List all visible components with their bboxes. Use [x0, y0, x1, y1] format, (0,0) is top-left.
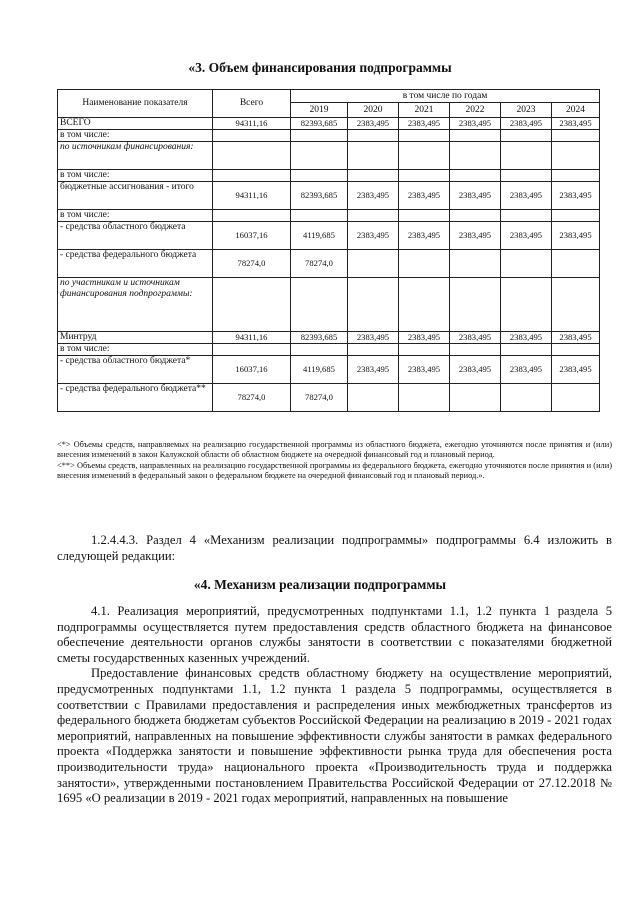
footnote-federal: <**> Объемы средств, направленных на реализацию государственной программы из федерального бюджета, ежегодно уточняются после принятия и (или) внесения изменений в федеральный закон о федеральном бюджете на очередной финансовый год и плановый период.».: [57, 460, 612, 480]
row-total: 94311,16: [213, 118, 291, 130]
row-year-value: 2383,495: [552, 222, 600, 250]
row-year-value: [399, 384, 450, 412]
row-year-value: [399, 210, 450, 222]
row-label: в том числе:: [58, 344, 213, 356]
row-year-value: [291, 344, 348, 356]
row-total: [213, 278, 291, 332]
row-year-value: [291, 142, 348, 170]
row-label: в том числе:: [58, 170, 213, 182]
row-year-value: [501, 278, 552, 332]
row-label: по участникам и источникам финансирования подпрограммы:: [58, 278, 213, 332]
row-year-value: [291, 210, 348, 222]
table-row: [58, 332, 600, 344]
row-total: 78274,0: [213, 250, 291, 278]
row-year-value: [552, 250, 600, 278]
table-row: [58, 344, 600, 356]
table-row: [58, 182, 600, 210]
row-year-value: 4119,685: [291, 222, 348, 250]
row-year-value: 2383,495: [399, 356, 450, 384]
row-year-value: 2383,495: [348, 182, 399, 210]
row-year-value: [450, 384, 501, 412]
row-label: - средства федерального бюджета**: [58, 384, 213, 412]
row-year-value: 2383,495: [450, 222, 501, 250]
row-year-value: [552, 278, 600, 332]
row-year-value: [552, 344, 600, 356]
row-year-value: 2383,495: [399, 182, 450, 210]
row-year-value: 82393,685: [291, 182, 348, 210]
table-row: [58, 250, 600, 278]
row-year-value: 2383,495: [450, 356, 501, 384]
row-total: 78274,0: [213, 384, 291, 412]
header-indicator-name: Наименование показателя: [58, 90, 213, 118]
row-total: [213, 344, 291, 356]
row-year-value: 82393,685: [291, 118, 348, 130]
table-row: [58, 278, 600, 332]
row-year-value: 2383,495: [552, 332, 600, 344]
row-year-value: [501, 250, 552, 278]
row-year-value: [348, 278, 399, 332]
table-row: [58, 356, 600, 384]
intro-paragraph-block: [57, 533, 612, 564]
row-year-value: [399, 250, 450, 278]
row-year-value: [552, 142, 600, 170]
row-year-value: [348, 210, 399, 222]
row-year-value: [348, 384, 399, 412]
row-year-value: [291, 278, 348, 332]
row-year-value: 2383,495: [348, 332, 399, 344]
table-row: [58, 142, 600, 170]
row-year-value: 2383,495: [450, 182, 501, 210]
row-year-value: [291, 170, 348, 182]
row-year-value: 2383,495: [399, 332, 450, 344]
table-row: [58, 130, 600, 142]
row-year-value: [348, 250, 399, 278]
row-year-value: [450, 344, 501, 356]
row-year-value: [552, 210, 600, 222]
row-label: по источникам финансирования:: [58, 142, 213, 170]
row-year-value: 2383,495: [348, 222, 399, 250]
row-total: 94311,16: [213, 182, 291, 210]
row-year-value: [348, 170, 399, 182]
row-year-value: 2383,495: [399, 222, 450, 250]
header-total: Всего: [213, 90, 291, 118]
row-year-value: [501, 130, 552, 142]
row-year-value: [399, 142, 450, 170]
table-row: [58, 222, 600, 250]
row-year-value: [291, 130, 348, 142]
row-year-value: [450, 210, 501, 222]
row-year-value: 2383,495: [348, 356, 399, 384]
header-year: 2022: [450, 103, 501, 118]
row-total: [213, 210, 291, 222]
row-year-value: 2383,495: [552, 118, 600, 130]
row-year-value: [399, 170, 450, 182]
mechanism-paragraph-1: 4.1. Реализация мероприятий, предусмотренных подпунктами 1.1, 1.2 пункта 1 раздела 5 подпрограммы осуществляется путем предоставления средств областного бюджета на финансовое обеспечение деятельности органов службы занятости в соответствии с показателями бюджетной сметы государственных казенных учреждений.: [57, 604, 612, 665]
row-year-value: [399, 130, 450, 142]
row-year-value: 82393,685: [291, 332, 348, 344]
row-total: 16037,16: [213, 356, 291, 384]
row-year-value: [450, 170, 501, 182]
financing-table: [57, 89, 600, 412]
section-title-mechanism: «4. Механизм реализации подпрограммы: [193, 577, 447, 592]
row-label: в том числе:: [58, 130, 213, 142]
row-year-value: [450, 250, 501, 278]
row-label: в том числе:: [58, 210, 213, 222]
row-year-value: [348, 344, 399, 356]
mechanism-text: [57, 604, 612, 807]
row-year-value: [501, 142, 552, 170]
row-label: - средства федерального бюджета: [58, 250, 213, 278]
header-year: 2021: [399, 103, 450, 118]
row-total: [213, 170, 291, 182]
table-row: [58, 170, 600, 182]
row-year-value: [501, 384, 552, 412]
row-year-value: 2383,495: [501, 118, 552, 130]
section-title-financing: «3. Объем финансирования подпрограммы: [188, 60, 452, 75]
row-year-value: [450, 130, 501, 142]
row-year-value: 78274,0: [291, 250, 348, 278]
row-year-value: [348, 130, 399, 142]
row-year-value: 2383,495: [501, 332, 552, 344]
row-year-value: [348, 142, 399, 170]
row-year-value: 2383,495: [501, 182, 552, 210]
row-label: - средства областного бюджета*: [58, 356, 213, 384]
row-year-value: [501, 344, 552, 356]
header-years-group: в том числе по годам: [291, 90, 600, 103]
header-year: 2024: [552, 103, 600, 118]
row-year-value: 2383,495: [552, 182, 600, 210]
row-year-value: 2383,495: [501, 222, 552, 250]
row-year-value: 2383,495: [450, 118, 501, 130]
table-row: [58, 118, 600, 130]
header-year: 2020: [348, 103, 399, 118]
header-year: 2019: [291, 103, 348, 118]
row-year-value: [552, 130, 600, 142]
row-year-value: 78274,0: [291, 384, 348, 412]
row-year-value: [399, 344, 450, 356]
row-year-value: [552, 170, 600, 182]
table-row: [58, 384, 600, 412]
row-year-value: 2383,495: [450, 332, 501, 344]
table-row: [58, 210, 600, 222]
row-total: [213, 130, 291, 142]
row-year-value: 2383,495: [348, 118, 399, 130]
row-year-value: 2383,495: [552, 356, 600, 384]
row-year-value: [450, 278, 501, 332]
row-label: Минтруд: [58, 332, 213, 344]
row-year-value: 2383,495: [399, 118, 450, 130]
row-label: бюджетные ассигнования - итого: [58, 182, 213, 210]
row-year-value: [501, 170, 552, 182]
row-total: 16037,16: [213, 222, 291, 250]
financing-table-body: [58, 118, 600, 412]
footnotes: [57, 440, 612, 481]
row-total: [213, 142, 291, 170]
mechanism-paragraph-2: Предоставление финансовых средств областному бюджету на осуществление мероприятий, предусмотренных подпунктами 1.1, 1.2 пункта 1 раздела 5 подпрограммы, осуществляется в соответствии с Правилами предоставления и распределения иных межбюджетных трансфертов из федерального бюджета бюджетам субъектов Российской Федерации на реализацию в 2019 - 2021 годах мероприятий, направленных на повышение эффективности службы занятости в рамках федерального проекта «Поддержка занятости и повышение эффективности рынка труда для обеспечения роста производительности труда» национального проекта «Производительность труда и поддержка занятости», утвержденными постановлением Правительства Российской Федерации от 27.12.2018 № 1695 «О реализации в 2019 - 2021 годах мероприятий, направленных на повышение: [57, 666, 612, 806]
row-label: - средства областного бюджета: [58, 222, 213, 250]
row-year-value: 4119,685: [291, 356, 348, 384]
row-label: ВСЕГО: [58, 118, 213, 130]
row-year-value: [399, 278, 450, 332]
intro-paragraph: 1.2.4.4.3. Раздел 4 «Механизм реализации подпрограммы» подпрограммы 6.4 изложить в следующей редакции:: [57, 533, 612, 563]
row-year-value: [552, 384, 600, 412]
row-year-value: [450, 142, 501, 170]
row-year-value: 2383,495: [501, 356, 552, 384]
footnote-regional: <*> Объемы средств, направляемых на реализацию государственной программы из областного бюджета, ежегодно уточняются после принятия и (или) внесения изменений в закон Калужской области об областном бюджете на очередной финансовый год и плановый период.: [57, 440, 612, 460]
row-year-value: [501, 210, 552, 222]
row-total: 94311,16: [213, 332, 291, 344]
header-year: 2023: [501, 103, 552, 118]
